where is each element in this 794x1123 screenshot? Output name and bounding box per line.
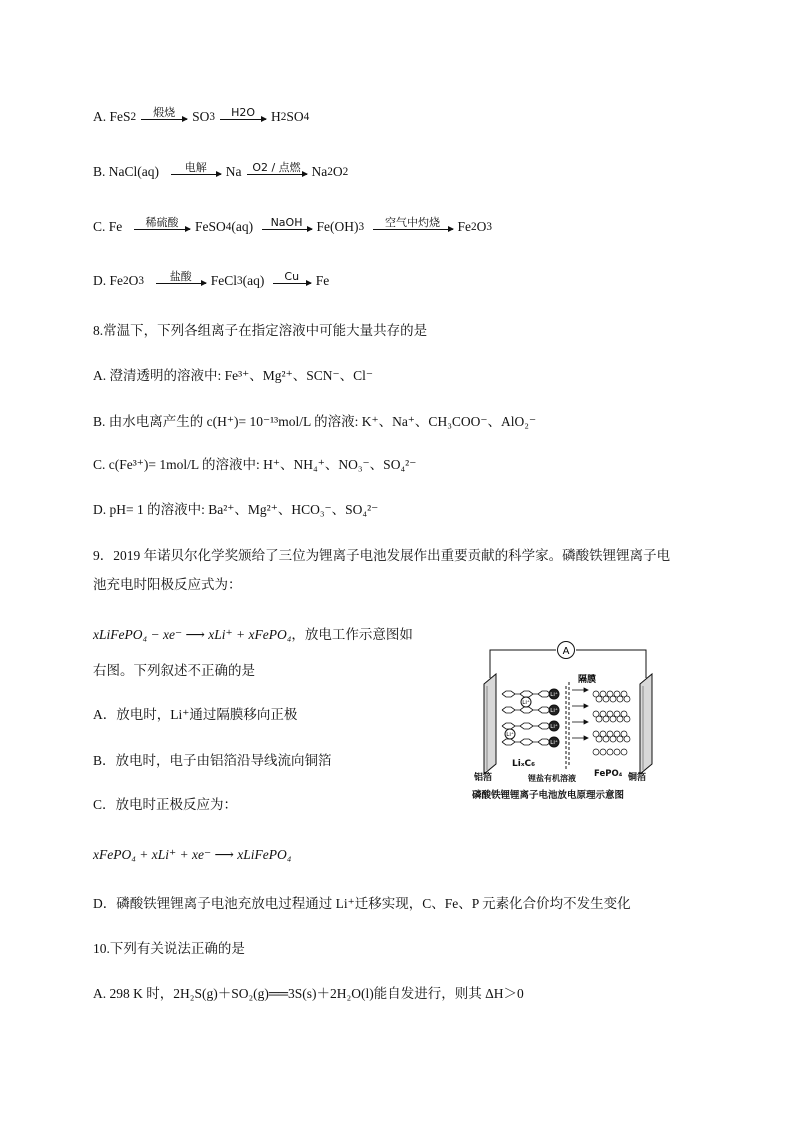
q7-option-c: C. Fe 稀硫酸 FeSO 4 (aq) NaOH Fe(OH) 3 空气中灼烧 Fe 2 O 3 [93, 215, 493, 234]
q9-stem-line1: 9．2019 年诺贝尔化学奖颁给了三位为锂离子电池发展作出重要贡献的科学家。磷酸铁锂锂离子电 [93, 548, 671, 563]
ammeter [558, 642, 575, 659]
svg-text:Li⁺: Li⁺ [506, 732, 514, 738]
q8-option-d: D. pH= 1 的溶液中: Ba²⁺、Mg²⁺、HCO₃⁻、SO₄²⁻ [93, 502, 379, 517]
copper-foil-electrode [640, 674, 652, 774]
q7-option-d: D. Fe 2 O 3 盐酸 FeCl 3 (aq) Cu Fe [93, 269, 330, 288]
charge-equation: xLiFePO₄ − xe⁻ ⟶ xLi⁺ + xFePO₄ [93, 627, 292, 642]
svg-text:Li⁺: Li⁺ [550, 708, 558, 714]
membrane-label: 隔膜 [578, 675, 597, 685]
reaction-arrow: NaOH [262, 217, 312, 230]
svg-text:Li⁺: Li⁺ [550, 724, 558, 730]
reaction-arrow: O2 / 点燃 [247, 162, 307, 175]
ion-migration-arrows [572, 688, 588, 740]
q9-option-b: B．放电时，电子由铝箔沿导线流向铜箔 [93, 753, 332, 768]
cathode-equation: xFePO₄ + xLi⁺ + xe⁻ ⟶ xLiFePO₄ [93, 847, 292, 862]
reaction-arrow: H2O [220, 107, 266, 120]
svg-text:Li⁺: Li⁺ [550, 740, 558, 746]
q10-option-a: A. 298 K 时，2H₂S(g)＋SO₂(g)══3S(s)＋2H₂O(l)能自发进行，则其 ΔH＞0 [93, 986, 524, 1001]
membrane [566, 682, 569, 770]
reaction-arrow: Cu [273, 271, 311, 284]
q9-stem-line3: 右图。下列叙述不正确的是 [93, 663, 255, 678]
q9-stem-line2: 池充电时阳极反应式为： [93, 577, 242, 592]
q9-option-c: C．放电时正极反应为： [93, 797, 238, 812]
reaction-arrow: 盐酸 [156, 271, 206, 284]
copper-foil-label: 铜箔 [628, 773, 647, 783]
aluminum-foil-electrode [484, 674, 496, 774]
q8-option-a: A. 澄清透明的溶液中: Fe³⁺、Mg²⁺、SCN⁻、Cl⁻ [93, 368, 373, 383]
q9-equation-line: xLiFePO₄ − xe⁻ ⟶ xLi⁺ + xFePO₄，放电工作示意图如 [93, 627, 413, 642]
figure-caption: 磷酸铁锂锂离子电池放电原理示意图 [472, 790, 625, 801]
fepo4-lattice [593, 691, 630, 755]
aluminum-foil-label: 铝箔 [474, 773, 493, 783]
reaction-arrow: 空气中灼烧 [373, 217, 453, 230]
lithium-ions [505, 689, 559, 747]
reaction-arrow: 电解 [171, 162, 221, 175]
reaction-arrow: 稀硫酸 [134, 217, 190, 230]
reaction-arrow: 煅烧 [141, 107, 187, 120]
svg-text:A: A [562, 646, 570, 657]
svg-text:Li⁺: Li⁺ [550, 692, 558, 698]
q10-stem: 10.下列有关说法正确的是 [93, 941, 245, 956]
q8-option-b: B. 由水电离产生的 c(H⁺)= 10⁻¹³mol/L 的溶液: K⁺、Na⁺、CH₃COO⁻、AlO₂⁻ [93, 414, 537, 429]
q7-option-a: A. FeS 2 煅烧 SO 3 H2O H 2 SO 4 [93, 105, 310, 124]
fepo4-label: FePO₄ [594, 769, 623, 779]
q8-option-c: C. c(Fe³⁺)= 1mol/L 的溶液中: H⁺、NH₄⁺、NO₃⁻、SO₄²⁻ [93, 457, 417, 472]
q9-option-a: A．放电时，Li⁺通过隔膜移向正极 [93, 707, 298, 722]
battery-discharge-diagram [468, 638, 690, 810]
electrolyte-label: 锂盐有机溶液 [528, 774, 576, 783]
svg-text:Li⁺: Li⁺ [522, 700, 530, 706]
q8-stem: 8.常温下，下列各组离子在指定溶液中可能大量共存的是 [93, 323, 428, 338]
q9-option-d: D．磷酸铁锂锂离子电池充放电过程通过 Li⁺迁移实现，C、Fe、P 元素化合价均不发生变化 [93, 896, 631, 911]
q7-option-b: B. NaCl(aq) 电解 Na O2 / 点燃 Na 2 O 2 [93, 160, 349, 179]
lixc6-label: LiₓC₆ [512, 759, 536, 769]
